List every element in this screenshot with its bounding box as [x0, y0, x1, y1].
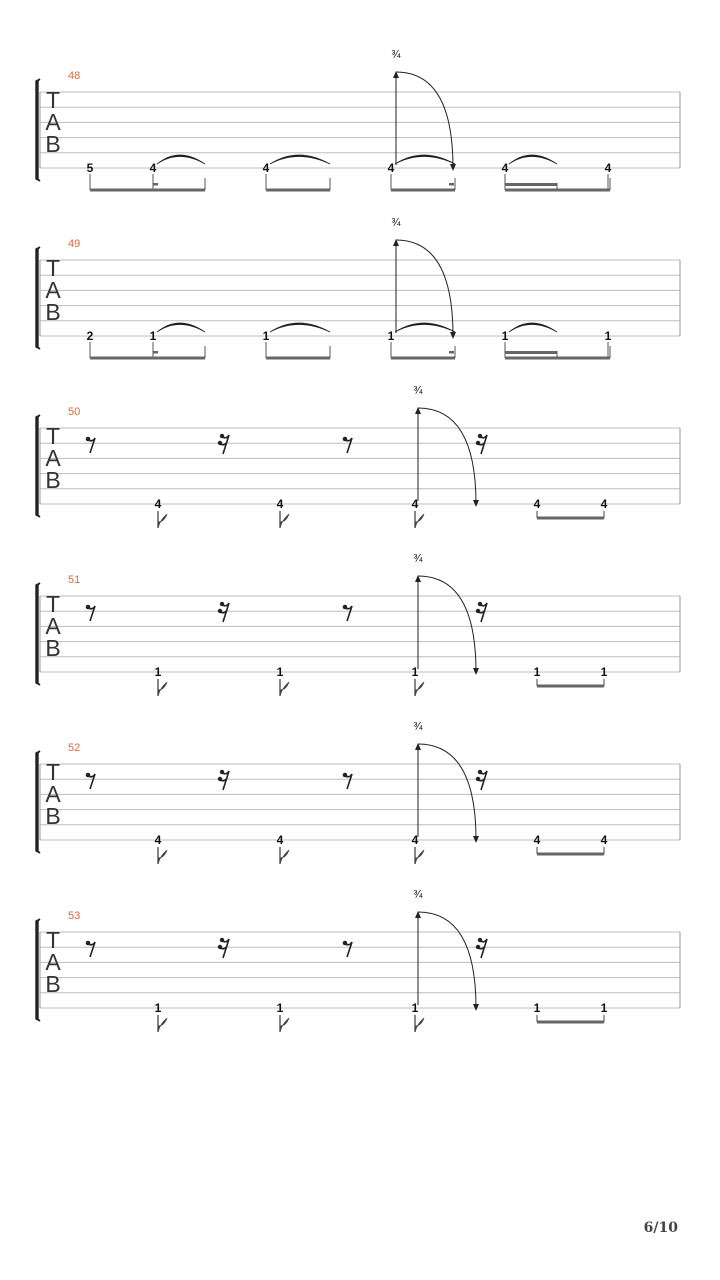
tie — [509, 155, 557, 164]
tie — [157, 155, 205, 164]
fret-number: 5 — [86, 161, 94, 175]
tab-clef-letter: B — [45, 467, 61, 493]
system-bracket — [36, 79, 40, 181]
tab-system-49 — [36, 217, 680, 360]
rest-dot — [220, 434, 224, 438]
beam-stub — [449, 351, 454, 354]
bend-release — [396, 240, 453, 336]
tie — [270, 323, 330, 332]
fret-number: 1 — [387, 329, 395, 343]
measure-number: 51 — [68, 574, 81, 586]
secondary-beam — [505, 183, 557, 186]
note-flag — [280, 514, 289, 528]
rest-dot — [220, 602, 224, 606]
tab-system-51 — [36, 553, 680, 696]
tab-clef-letter: T — [45, 255, 61, 281]
rest-dot — [478, 770, 482, 774]
bend-amount: ¾ — [413, 721, 423, 733]
beam-stub — [153, 183, 158, 186]
fret-number: 4 — [604, 161, 612, 175]
rest-dot — [476, 777, 480, 781]
beam — [537, 685, 604, 688]
beam-stub — [449, 183, 454, 186]
note-flag — [280, 1018, 289, 1032]
bend-release — [396, 72, 453, 168]
tab-system-50 — [36, 385, 680, 528]
system-bracket — [36, 247, 40, 349]
fret-number: 4 — [276, 833, 284, 847]
fret-number: 4 — [600, 833, 608, 847]
rest-dot — [86, 437, 91, 442]
measure-number: 52 — [68, 742, 81, 754]
system-bracket — [36, 919, 40, 1021]
bend-release — [418, 576, 476, 672]
rest-dot — [343, 437, 348, 442]
fret-number: 1 — [149, 329, 157, 343]
beam — [537, 853, 604, 856]
note-flag — [280, 850, 289, 864]
beam — [266, 357, 330, 360]
beam-stub — [153, 351, 158, 354]
rest-dot — [343, 605, 348, 610]
fret-number: 1 — [276, 1001, 284, 1015]
fret-number: 1 — [411, 665, 419, 679]
tab-clef-letter: A — [45, 109, 61, 135]
measure-number: 50 — [68, 406, 81, 418]
note-flag — [415, 514, 424, 528]
rest-dot — [478, 434, 482, 438]
fret-number: 1 — [604, 329, 612, 343]
measure-number: 49 — [68, 238, 81, 250]
rest-dot — [478, 602, 482, 606]
fret-number: 1 — [533, 1001, 541, 1015]
tie — [509, 323, 557, 332]
beam — [90, 357, 205, 360]
fret-number: 1 — [600, 1001, 608, 1015]
note-flag — [158, 514, 167, 528]
note-flag — [415, 1018, 424, 1032]
fret-number: 1 — [154, 1001, 162, 1015]
bend-amount: ¾ — [413, 889, 423, 901]
tie — [395, 155, 455, 164]
tab-clef-letter: A — [45, 781, 61, 807]
bend-amount: ¾ — [413, 385, 423, 397]
note-flag — [415, 850, 424, 864]
bend-release — [418, 912, 476, 1008]
fret-number: 1 — [501, 329, 509, 343]
rest-dot — [218, 777, 222, 781]
tie — [270, 155, 330, 164]
beam — [266, 189, 330, 192]
rest-dot — [343, 941, 348, 946]
tab-clef-letter: T — [45, 759, 61, 785]
bend-amount: ¾ — [391, 49, 401, 61]
tab-system-48 — [36, 49, 680, 192]
tab-clef-letter: A — [45, 613, 61, 639]
fret-number: 4 — [276, 497, 284, 511]
fret-number: 4 — [387, 161, 395, 175]
fret-number: 4 — [149, 161, 157, 175]
measure-number: 48 — [68, 70, 81, 82]
tab-clef-letter: A — [45, 277, 61, 303]
rest-dot — [343, 773, 348, 778]
tab-clef-letter: B — [45, 299, 61, 325]
tab-clef-letter: T — [45, 927, 61, 953]
beam — [537, 517, 604, 520]
fret-number: 1 — [411, 1001, 419, 1015]
fret-number: 2 — [86, 329, 94, 343]
tab-clef-letter: A — [45, 949, 61, 975]
rest-dot — [218, 609, 222, 613]
page-number: 6/10 — [643, 1220, 678, 1236]
beam — [90, 189, 205, 192]
fret-number: 4 — [533, 833, 541, 847]
fret-number: 4 — [600, 497, 608, 511]
system-bracket — [36, 751, 40, 853]
rest-dot — [218, 945, 222, 949]
rest-dot — [476, 609, 480, 613]
note-flag — [158, 850, 167, 864]
fret-number: 1 — [600, 665, 608, 679]
system-bracket — [36, 583, 40, 685]
beam — [391, 357, 455, 360]
rest-dot — [478, 938, 482, 942]
bend-release — [418, 744, 476, 840]
note-flag — [415, 682, 424, 696]
tie — [157, 323, 205, 332]
tab-system-53 — [36, 889, 680, 1032]
bend-release — [418, 408, 476, 504]
fret-number: 1 — [533, 665, 541, 679]
rest-dot — [218, 441, 222, 445]
system-bracket — [36, 415, 40, 517]
fret-number: 4 — [411, 497, 419, 511]
fret-number: 1 — [276, 665, 284, 679]
rest-dot — [476, 945, 480, 949]
rest-dot — [86, 941, 91, 946]
rest-dot — [220, 938, 224, 942]
fret-number: 4 — [533, 497, 541, 511]
fret-number: 1 — [262, 329, 270, 343]
tab-clef-letter: B — [45, 803, 61, 829]
fret-number: 4 — [154, 497, 162, 511]
note-flag — [158, 1018, 167, 1032]
fret-number: 4 — [262, 161, 270, 175]
tab-clef-letter: T — [45, 423, 61, 449]
tab-clef-letter: B — [45, 635, 61, 661]
tab-clef-letter: T — [45, 591, 61, 617]
tie — [395, 323, 455, 332]
rest-dot — [476, 441, 480, 445]
measure-number: 53 — [68, 910, 81, 922]
tab-clef-letter: B — [45, 131, 61, 157]
fret-number: 4 — [501, 161, 509, 175]
tab-system-52 — [36, 721, 680, 864]
tab-clef-letter: T — [45, 87, 61, 113]
rest-dot — [86, 605, 91, 610]
beam — [537, 1021, 604, 1024]
secondary-beam — [505, 351, 557, 354]
fret-number: 4 — [154, 833, 162, 847]
fret-number: 1 — [154, 665, 162, 679]
fret-number: 4 — [411, 833, 419, 847]
beam — [391, 189, 455, 192]
bend-amount: ¾ — [391, 217, 401, 229]
note-flag — [280, 682, 289, 696]
tab-clef-letter: A — [45, 445, 61, 471]
tab-clef-letter: B — [45, 971, 61, 997]
note-flag — [158, 682, 167, 696]
bend-amount: ¾ — [413, 553, 423, 565]
rest-dot — [220, 770, 224, 774]
rest-dot — [86, 773, 91, 778]
